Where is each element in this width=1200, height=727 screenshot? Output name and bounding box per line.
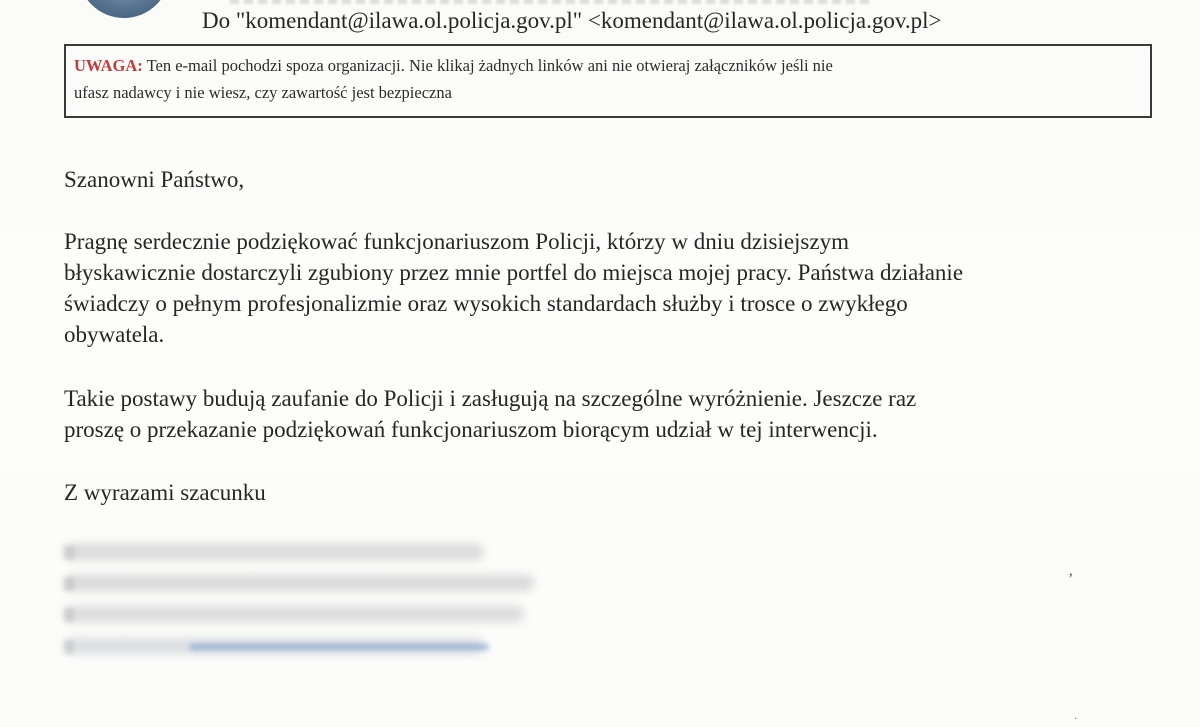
paragraph-line: Takie postawy budują zaufanie do Policji i zasługują na szczególne wyróżnienie. Jeszcze raz (64, 386, 917, 411)
paragraph-line: Pragnę serdecznie podziękować funkcjonariuszom Policji, którzy w dniu dzisiejszym (64, 229, 849, 254)
warning-label: UWAGA: (74, 56, 143, 75)
redacted-signature-line (64, 606, 524, 622)
recipient-line: Do "komendant@ilawa.ol.policja.gov.pl" <komendant@ilawa.ol.policja.gov.pl> (202, 8, 942, 33)
warning-text-line1: Ten e-mail pochodzi spoza organizacji. Nie klikaj żadnych linków ani nie otwieraj załączników jeśli nie (142, 56, 833, 75)
redacted-signature (64, 540, 544, 670)
paragraph-line: świadczy o pełnym profesjonalizmie oraz wysokich standardach służby i trosce o zwykłego (64, 291, 908, 316)
closing-phrase: Z wyrazami szacunku (64, 480, 266, 505)
paragraph-line: proszę o przekazanie podziękowań funkcjonariuszom biorącym udział w tej interwencji. (64, 417, 878, 442)
paragraph-line: obywatela. (64, 322, 165, 347)
redacted-signature-line (64, 575, 534, 591)
warning-text-line2: ufasz nadawcy i nie wiesz, czy zawartość jest bezpieczna (74, 83, 452, 102)
paragraph-line: błyskawicznie dostarczyli zgubiony przez mnie portfel do miejsca mojej pracy. Państwa działanie (64, 260, 964, 285)
greeting: Szanowni Państwo, (64, 167, 245, 192)
scan-speck: · (1074, 714, 1078, 725)
paragraph-thanks (64, 226, 1164, 350)
paragraph-request (64, 383, 1164, 445)
external-email-warning (64, 44, 1152, 118)
scan-speck: ʼ (1068, 571, 1074, 588)
sender-avatar (78, 0, 170, 18)
redacted-signature-line (64, 544, 484, 560)
cut-off-header-line (230, 0, 870, 4)
redacted-email-link (189, 644, 489, 650)
